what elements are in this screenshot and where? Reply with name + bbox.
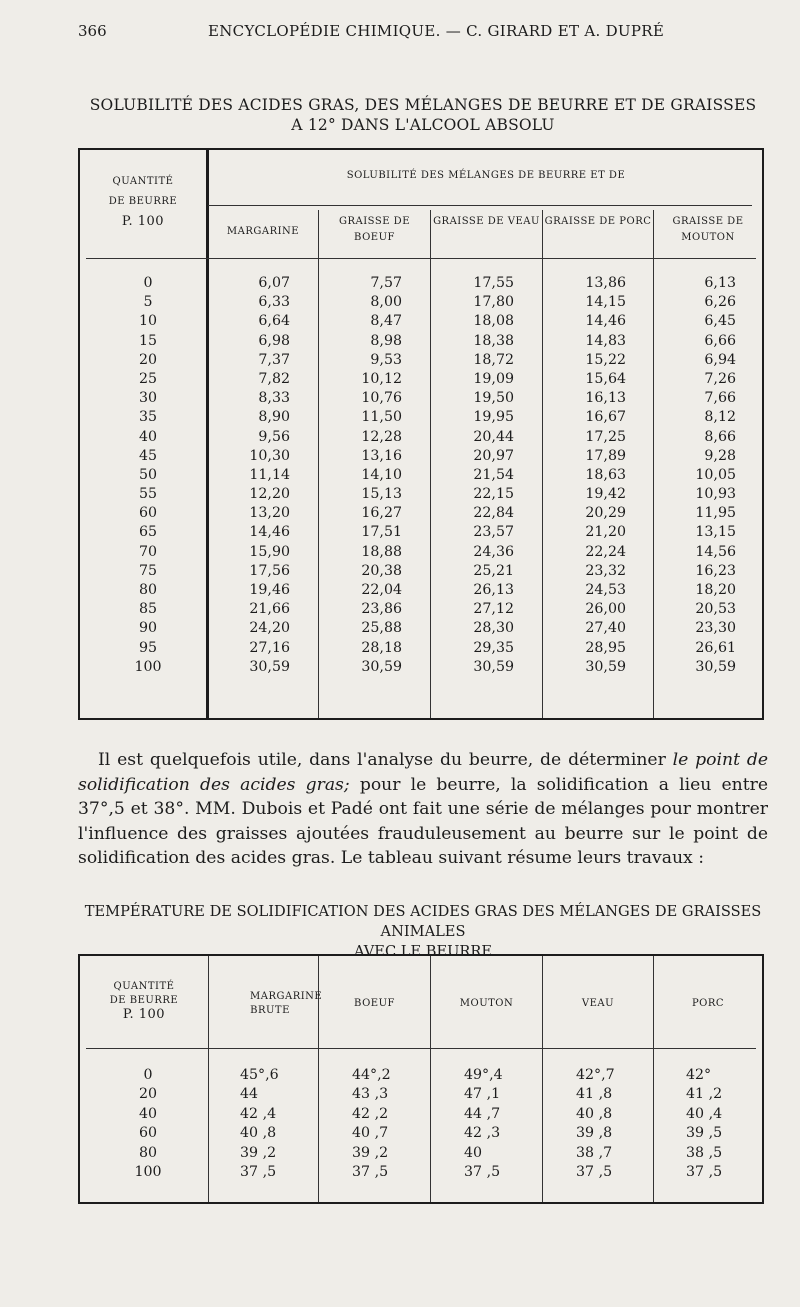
table-cell: 13,20 — [249, 505, 290, 522]
table-cell: 25,88 — [361, 620, 402, 637]
table-cell: 7,26 — [704, 370, 736, 387]
table-cell: 10,76 — [361, 390, 402, 407]
table-cell: 18,72 — [473, 351, 514, 368]
table-cell: 10 — [138, 313, 158, 330]
table-cell: 27,16 — [249, 639, 290, 656]
table-cell: 100 — [134, 1163, 162, 1180]
table-cell: 14,46 — [585, 313, 626, 330]
table-cell: 19,09 — [473, 370, 514, 387]
quantite-header: QUANTITÉ DE BEURRE P. 100 — [108, 176, 178, 229]
table-cell: 15,22 — [585, 351, 626, 368]
table-cell: 18,20 — [695, 582, 736, 598]
table-cell: 6,07 — [258, 275, 290, 291]
table-cell: 10,30 — [249, 447, 290, 464]
table-cell: 40 ,4 — [686, 1105, 723, 1122]
table-cell: 21,66 — [249, 601, 290, 618]
col-header-mouton: GRAISSE DE MOUTON — [672, 216, 744, 243]
table1-title-line2: A 12° DANS L'ALCOOL ABSOLU — [291, 116, 555, 134]
table-cell: 30,59 — [249, 658, 290, 675]
table-cell: 41 ,8 — [576, 1086, 613, 1103]
table-cell: 17,25 — [585, 428, 626, 445]
table-cell: 17,56 — [249, 562, 290, 579]
col-header-margarine-brute: MARGARINE BRUTE — [250, 991, 323, 1016]
mouton-column — [464, 1066, 539, 1182]
paragraph-text-2: pour le beurre, la solidification a lieu entre 37°,5 et 38°. MM. Dubois et Padé ont fait une série de mélanges pour montrer l'influence des graisses ajoutées frauduleusement au beurre sur le point de solidification des acides gras. Le tableau suivant résume leurs travaux : — [78, 774, 768, 869]
table-cell: 95 — [138, 639, 158, 656]
solubility-table — [78, 148, 764, 720]
table-cell: 60 — [138, 1125, 158, 1142]
col-header-boeuf: BOEUF — [354, 998, 395, 1009]
table-cell: 37 ,5 — [352, 1163, 389, 1180]
table-cell: 37 ,5 — [686, 1163, 723, 1180]
table-cell: 20,97 — [473, 447, 514, 464]
table-cell: 27,12 — [473, 601, 514, 618]
table-cell: 15,64 — [585, 370, 626, 387]
group-header: SOLUBILITÉ DES MÉLANGES DE BEURRE ET DE — [346, 170, 626, 181]
col-header-porc: GRAISSE DE PORC — [544, 216, 652, 227]
table-cell: 10,05 — [695, 466, 736, 483]
table-cell: 15,13 — [361, 486, 402, 503]
table-cell: 19,46 — [249, 582, 290, 598]
table-cell: 30,59 — [695, 658, 736, 675]
table-cell: 20,29 — [585, 505, 626, 522]
table-cell: 11,95 — [695, 505, 736, 522]
table-cell: 39 ,8 — [576, 1125, 613, 1142]
table-cell: 18,08 — [473, 313, 514, 330]
table-cell: 11,14 — [249, 466, 290, 483]
table-cell: 21,20 — [585, 524, 626, 541]
table-cell: 17,80 — [473, 294, 514, 311]
table-cell: 6,64 — [258, 313, 290, 330]
table-cell: 22,15 — [473, 486, 514, 503]
table-cell: 39 ,5 — [686, 1125, 723, 1142]
table-cell: 13,15 — [695, 524, 736, 541]
table-cell: 90 — [138, 620, 158, 637]
column-divider — [542, 956, 543, 1202]
table-cell: 35 — [138, 409, 158, 426]
table-cell: 40 — [138, 1105, 158, 1122]
table-cell: 40 — [138, 428, 158, 445]
veau-column — [431, 274, 514, 677]
table-cell: 8,98 — [370, 332, 402, 349]
table-cell: 5 — [143, 294, 153, 311]
table-cell: 37 ,5 — [464, 1163, 501, 1180]
table-cell: 12,20 — [249, 486, 290, 503]
table-cell: 18,63 — [585, 466, 626, 483]
table-cell: 8,90 — [258, 409, 290, 426]
table-cell: 70 — [138, 543, 158, 560]
table-cell: 17,51 — [361, 524, 402, 541]
table-cell: 40 ,8 — [240, 1125, 277, 1142]
table-cell: 39 ,2 — [352, 1144, 389, 1161]
table-cell: 44 ,7 — [464, 1105, 501, 1122]
table-cell: 14,15 — [585, 294, 626, 311]
table-cell: 37 ,5 — [576, 1163, 613, 1180]
table-cell: 16,27 — [361, 505, 402, 522]
table-cell: 9,28 — [704, 447, 736, 464]
column-divider — [653, 956, 654, 1202]
table-cell: 42° — [686, 1067, 712, 1083]
table-cell: 10,12 — [361, 370, 402, 387]
table-cell: 20 — [138, 351, 158, 368]
body-paragraph — [78, 748, 768, 871]
table-cell: 24,36 — [473, 543, 514, 560]
table-cell: 25,21 — [473, 562, 514, 579]
page-number: 366 — [78, 22, 107, 40]
table-cell: 80 — [138, 1144, 158, 1161]
table-cell: 26,61 — [695, 639, 736, 656]
table-cell: 28,95 — [585, 639, 626, 656]
table-cell: 75 — [138, 562, 158, 579]
table-cell: 37 ,5 — [240, 1163, 277, 1180]
porc-column — [543, 274, 626, 677]
table-cell: 28,30 — [473, 620, 514, 637]
table-cell: 42°,7 — [576, 1067, 615, 1083]
table-cell: 23,57 — [473, 524, 514, 541]
table-cell: 65 — [138, 524, 158, 541]
running-title: ENCYCLOPÉDIE CHIMIQUE. — C. GIRARD ET A. DUPRÉ — [208, 22, 665, 40]
table-cell: 16,13 — [585, 390, 626, 407]
table-cell: 9,53 — [370, 351, 402, 368]
table-cell: 30,59 — [361, 658, 402, 675]
table-cell: 18,38 — [473, 332, 514, 349]
table-cell: 8,12 — [704, 409, 736, 426]
margarine-brute-column — [240, 1066, 315, 1182]
table-cell: 20 — [138, 1086, 158, 1103]
table-cell: 13,16 — [361, 447, 402, 464]
table-cell: 7,37 — [258, 351, 290, 368]
table-cell: 38 ,5 — [686, 1144, 723, 1161]
table-cell: 12,28 — [361, 428, 402, 445]
table-cell: 25 — [138, 370, 158, 387]
table-cell: 17,55 — [473, 275, 514, 291]
table-cell: 24,20 — [249, 620, 290, 637]
table-cell: 43 ,3 — [352, 1086, 389, 1103]
table-cell: 30,59 — [585, 658, 626, 675]
table-cell: 60 — [138, 505, 158, 522]
table-cell: 44°,2 — [352, 1067, 391, 1083]
table-cell: 14,83 — [585, 332, 626, 349]
table-cell: 11,50 — [361, 409, 402, 426]
table-cell: 14,10 — [361, 466, 402, 483]
column-divider — [430, 956, 431, 1202]
col-header-mouton: MOUTON — [459, 998, 514, 1009]
table-cell: 9,56 — [258, 428, 290, 445]
table1-title-line1: SOLUBILITÉ DES ACIDES GRAS, DES MÉLANGES DE BEURRE ET DE GRAISSES — [89, 96, 757, 114]
table-cell: 30,59 — [473, 658, 514, 675]
table-cell: 22,84 — [473, 505, 514, 522]
table-cell: 8,47 — [370, 313, 402, 330]
table-cell: 20,53 — [695, 601, 736, 618]
table-cell: 45 — [138, 447, 158, 464]
table-cell: 7,57 — [370, 275, 402, 291]
table-cell: 6,94 — [704, 351, 736, 368]
table-cell: 80 — [138, 582, 158, 598]
table-cell: 10,93 — [695, 486, 736, 503]
table-cell: 6,45 — [704, 313, 736, 330]
table-cell: 19,42 — [585, 486, 626, 503]
table-cell: 50 — [138, 466, 158, 483]
table-cell: 22,04 — [361, 582, 402, 598]
table2-title-line2: AVEC LE BEURRE — [353, 943, 493, 960]
table-cell: 23,86 — [361, 601, 402, 618]
quantite-column — [88, 274, 208, 677]
col-header-boeuf: GRAISSE DE BOEUF — [338, 216, 410, 243]
col-header-margarine: MARGARINE — [226, 226, 300, 237]
margarine-column — [208, 274, 290, 677]
table-cell: 24,53 — [585, 582, 626, 598]
col-header-veau: VEAU — [581, 998, 615, 1009]
porc-column — [686, 1066, 761, 1182]
paragraph-emphasis: le point de solidification des acides gras; — [78, 750, 768, 795]
header-rule — [86, 1048, 756, 1049]
table-cell: 100 — [134, 658, 162, 675]
table-cell: 26,13 — [473, 582, 514, 598]
table-cell: 14,46 — [249, 524, 290, 541]
table-cell: 49°,4 — [464, 1067, 503, 1083]
table-cell: 45°,6 — [240, 1067, 279, 1083]
table-cell: 41 ,2 — [686, 1086, 723, 1103]
table-cell: 6,66 — [704, 332, 736, 349]
running-head — [78, 22, 768, 44]
table-cell: 85 — [138, 601, 158, 618]
table-cell: 8,33 — [258, 390, 290, 407]
column-divider — [208, 956, 209, 1202]
table-cell: 8,00 — [370, 294, 402, 311]
table-cell: 40 ,8 — [576, 1105, 613, 1122]
table-cell: 40 ,7 — [352, 1125, 389, 1142]
table2-title — [78, 902, 768, 962]
boeuf-column — [352, 1066, 427, 1182]
mouton-column — [654, 274, 736, 677]
table-cell: 47 ,1 — [464, 1086, 501, 1103]
table-cell: 14,56 — [695, 543, 736, 560]
table-cell: 29,35 — [473, 639, 514, 656]
table-cell: 27,40 — [585, 620, 626, 637]
table-cell: 26,00 — [585, 601, 626, 618]
group-header-rule — [208, 205, 752, 206]
table-cell: 44 — [240, 1086, 259, 1103]
table-cell: 21,54 — [473, 466, 514, 483]
table-cell: 19,50 — [473, 390, 514, 407]
table-cell: 19,95 — [473, 409, 514, 426]
table-cell: 6,33 — [258, 294, 290, 311]
table-cell: 8,66 — [704, 428, 736, 445]
quantite-header: QUANTITÉ DE BEURRE P. 100 — [109, 981, 179, 1022]
table-cell: 7,82 — [258, 370, 290, 387]
table-cell: 7,66 — [704, 390, 736, 407]
header-rule — [86, 258, 756, 259]
table-cell: 6,98 — [258, 332, 290, 349]
veau-column — [576, 1066, 651, 1182]
table-cell: 42 ,2 — [352, 1105, 389, 1122]
table-cell: 28,18 — [361, 639, 402, 656]
quantite-column — [88, 1066, 208, 1182]
table-cell: 55 — [138, 486, 158, 503]
table-cell: 30 — [138, 390, 158, 407]
table-cell: 20,38 — [361, 562, 402, 579]
table-cell: 40 — [464, 1144, 483, 1161]
table-cell: 6,26 — [704, 294, 736, 311]
table-cell: 42 ,3 — [464, 1125, 501, 1142]
table-cell: 18,88 — [361, 543, 402, 560]
table-cell: 38 ,7 — [576, 1144, 613, 1161]
table-cell: 15 — [138, 332, 158, 349]
table-cell: 15,90 — [249, 543, 290, 560]
table-cell: 20,44 — [473, 428, 514, 445]
table-cell: 0 — [143, 275, 153, 291]
boeuf-column — [319, 274, 402, 677]
table-cell: 16,67 — [585, 409, 626, 426]
table-cell: 23,32 — [585, 562, 626, 579]
paragraph-text-1: Il est quelquefois utile, dans l'analyse du beurre, de déterminer — [98, 750, 673, 770]
table-cell: 22,24 — [585, 543, 626, 560]
col-header-veau: GRAISSE DE VEAU — [433, 216, 540, 227]
table-cell: 23,30 — [695, 620, 736, 637]
solidification-table — [78, 954, 764, 1204]
table-cell: 6,13 — [704, 275, 736, 291]
col-header-porc: PORC — [691, 998, 725, 1009]
table-cell: 0 — [143, 1067, 153, 1083]
table-cell: 39 ,2 — [240, 1144, 277, 1161]
table-cell: 42 ,4 — [240, 1105, 277, 1122]
table-cell: 13,86 — [585, 275, 626, 291]
table-cell: 17,89 — [585, 447, 626, 464]
table2-title-line1: TEMPÉRATURE DE SOLIDIFICATION DES ACIDES GRAS DES MÉLANGES DE GRAISSES ANIMALES — [84, 903, 762, 940]
table-cell: 16,23 — [695, 562, 736, 579]
table1-title — [78, 95, 768, 135]
